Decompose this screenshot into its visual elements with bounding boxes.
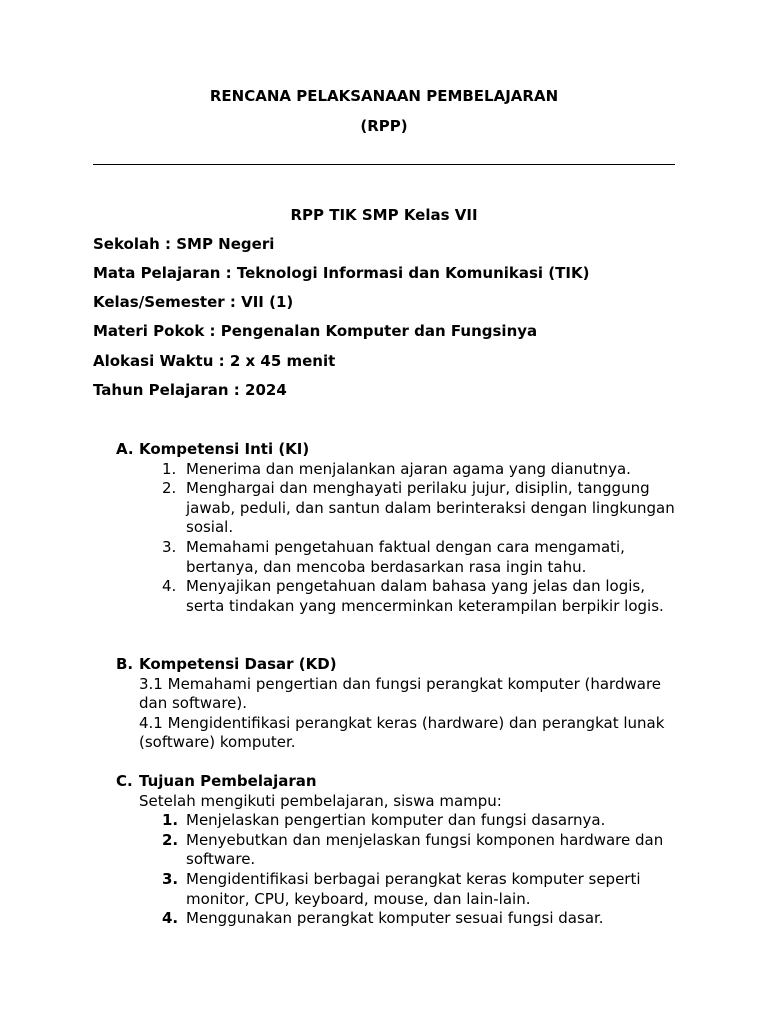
list-item-text: Menjelaskan pengertian komputer dan fungsi dasarnya.	[186, 811, 606, 830]
horizontal-divider	[93, 164, 675, 165]
meta-academic-year: Tahun Pelajaran : 2024	[93, 381, 287, 399]
list-item-number: 1.	[162, 811, 179, 830]
section-heading	[116, 772, 676, 792]
meta-school: Sekolah : SMP Negeri	[93, 235, 275, 253]
objectives-intro: Setelah mengikuti pembelajaran, siswa mampu:	[139, 791, 502, 810]
meta-time-allocation: Alokasi Waktu : 2 x 45 menit	[93, 352, 336, 370]
section-letter: A.	[116, 440, 134, 458]
list-item	[116, 479, 676, 538]
list-item	[116, 909, 676, 929]
list-item	[116, 460, 676, 480]
section-heading-text: Kompetensi Dasar (KD)	[139, 655, 337, 673]
list-item	[116, 538, 676, 577]
document-subtitle: RPP TIK SMP Kelas VII	[290, 206, 478, 224]
list-item-text: Menyebutkan dan menjelaskan fungsi komponen hardware dan software.	[186, 830, 664, 869]
section-basic-competencies	[116, 655, 676, 753]
list-item-text: Memahami pengetahuan faktual dengan cara mengamati, bertanya, dan mencoba berdasarkan rasa ingin tahu.	[186, 537, 625, 576]
learning-objectives-list	[116, 811, 676, 929]
list-item-text: Menerima dan menjalankan ajaran agama yang dianutnya.	[186, 459, 631, 478]
section-letter: C.	[116, 772, 133, 790]
list-item-number: 3.	[162, 537, 177, 556]
meta-subject: Mata Pelajaran : Teknologi Informasi dan Komunikasi (TIK)	[93, 264, 590, 282]
list-item-text: Menyajikan pengetahuan dalam bahasa yang jelas dan logis, serta tindakan yang mencerminkan keterampilan berpikir logis.	[186, 577, 664, 615]
list-item	[116, 831, 676, 870]
meta-class-semester: Kelas/Semester : VII (1)	[93, 293, 294, 311]
list-item-number: 2.	[162, 830, 179, 849]
competency-paragraph: 4.1 Mengidentifikasi perangkat keras (hardware) dan perangkat lunak (software) komputer.	[139, 713, 665, 752]
section-heading-text: Tujuan Pembelajaran	[139, 772, 317, 790]
list-item-text: Menggunakan perangkat komputer sesuai fungsi dasar.	[186, 909, 604, 928]
section-heading	[116, 655, 676, 675]
section-core-competencies	[116, 440, 676, 616]
list-item	[116, 870, 676, 909]
section-heading-text: Kompetensi Inti (KI)	[139, 440, 310, 458]
list-item-number: 2.	[162, 479, 177, 498]
list-item-number: 1.	[162, 459, 177, 478]
meta-main-topic: Materi Pokok : Pengenalan Komputer dan Fungsinya	[93, 322, 538, 340]
section-learning-objectives	[116, 772, 676, 929]
list-item-text: Mengidentifikasi berbagai perangkat keras komputer seperti monitor, CPU, keyboard, mouse, dan lain-lain.	[186, 869, 641, 908]
section-heading	[116, 440, 676, 460]
list-item-number: 4.	[162, 577, 177, 596]
document-title: RENCANA PELAKSANAAN PEMBELAJARAN	[209, 87, 559, 105]
list-item-number: 4.	[162, 909, 179, 928]
list-item	[116, 577, 676, 616]
list-item-text: Menghargai dan menghayati perilaku jujur, disiplin, tanggung jawab, peduli, dan santun dalam berinteraksi dengan lingkungan sosial.	[186, 479, 675, 537]
core-competencies-list	[116, 460, 676, 617]
section-letter: B.	[116, 655, 134, 673]
document-title-abbreviation: (RPP)	[360, 117, 408, 135]
competency-paragraph: 3.1 Memahami pengertian dan fungsi perangkat komputer (hardware dan software).	[139, 674, 662, 713]
list-item-number: 3.	[162, 869, 179, 888]
list-item	[116, 811, 676, 831]
